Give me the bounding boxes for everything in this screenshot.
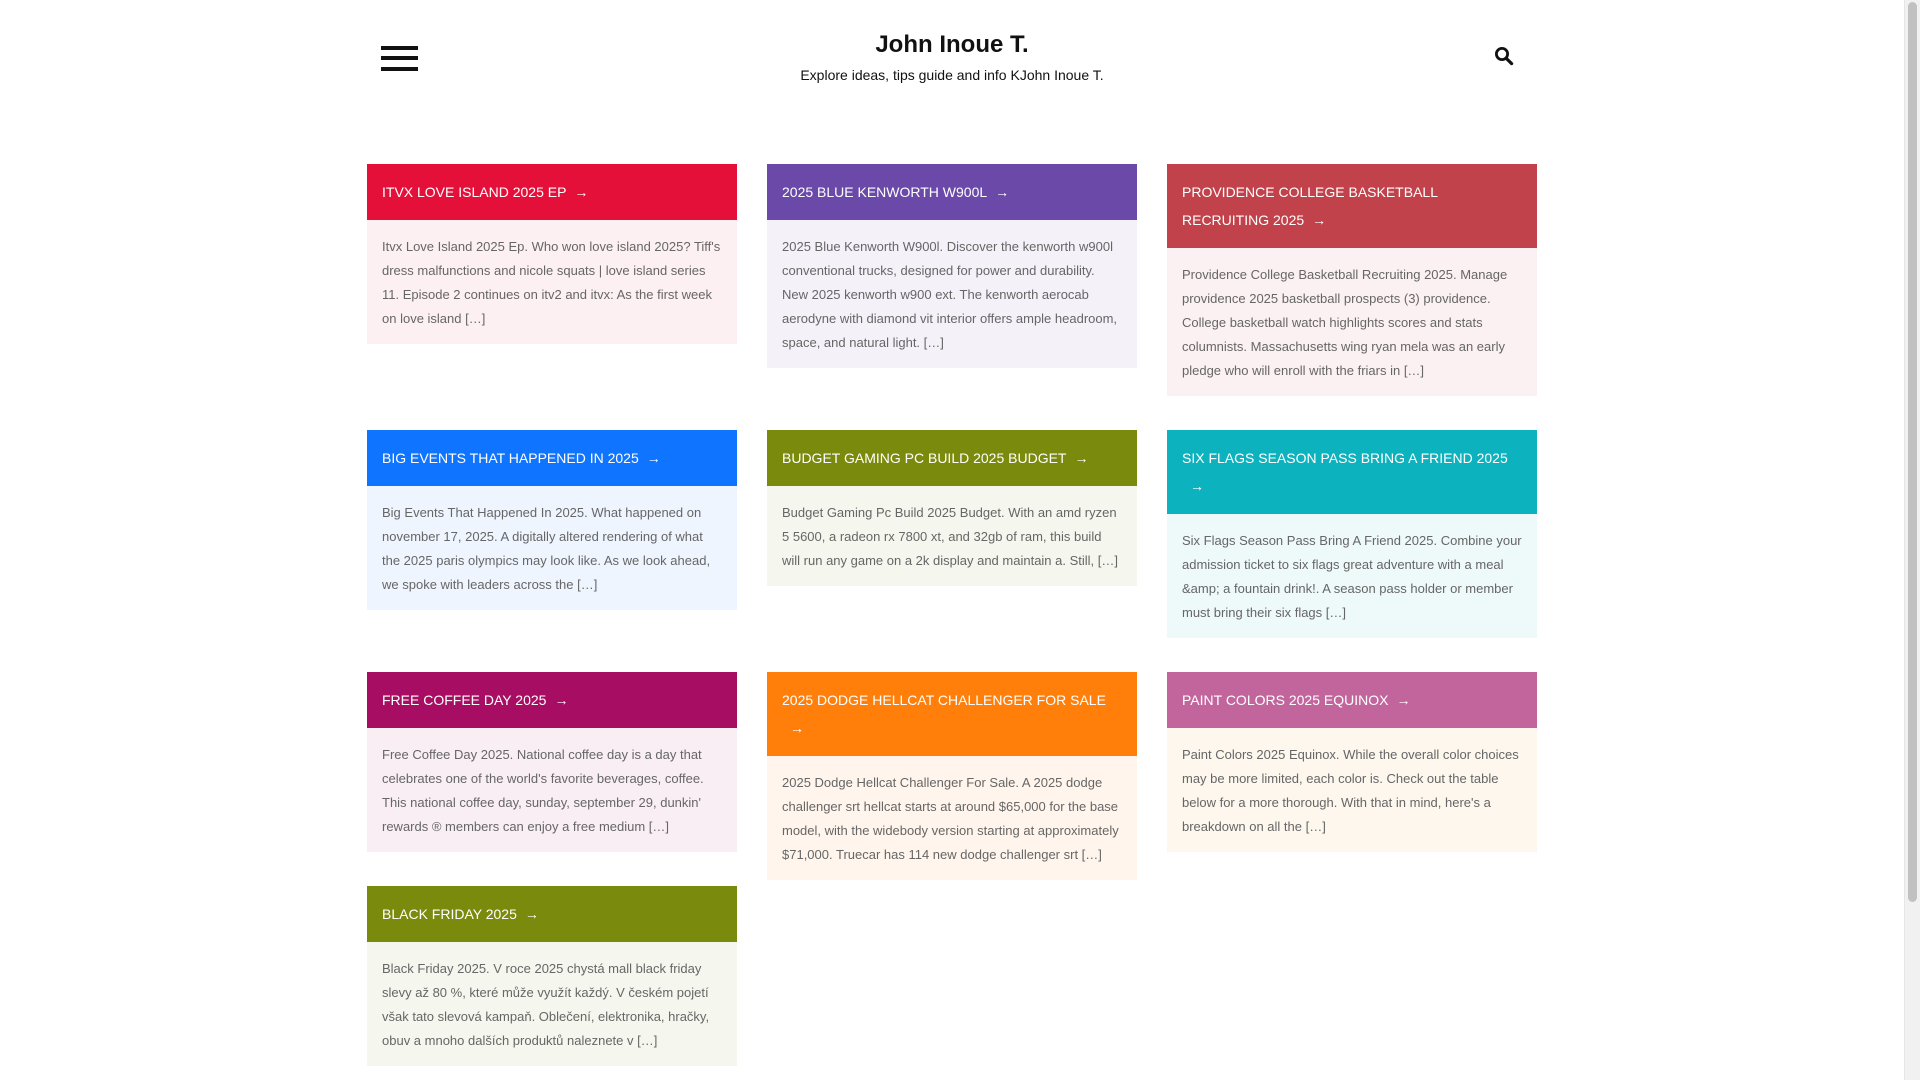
post-title: PROVIDENCE COLLEGE BASKETBALL RECRUITING 2025 [1182,184,1438,228]
post-title: PAINT COLORS 2025 EQUINOX [1182,692,1389,708]
post-title-link[interactable] [367,430,737,486]
site-tagline: Explore ideas, tips guide and info KJohn Inoue T. [800,67,1104,83]
arrow-right-icon: → [1312,212,1327,228]
post-title-link[interactable] [367,886,737,942]
arrow-right-icon: → [1190,478,1204,494]
post-title-link[interactable] [1167,430,1537,514]
arrow-right-icon: → [1074,450,1089,466]
post-card [367,672,737,852]
post-title: BUDGET GAMING PC BUILD 2025 BUDGET [782,450,1067,466]
post-excerpt: Six Flags Season Pass Bring A Friend 2025. Combine your admission ticket to six flags great adventure with a meal &amp; a fountain drink!. A season pass holder or member must bring their six flags […] [1167,514,1537,638]
arrow-right-icon: → [646,450,661,466]
post-card [367,886,737,1066]
post-excerpt: Free Coffee Day 2025. National coffee day is a day that celebrates one of the world's favorite beverages, coffee. This national coffee day, sunday, september 29, dunkin' rewards ® members can enjoy a free medium […] [367,728,737,852]
post-card [367,430,737,610]
post-title-link[interactable] [767,164,1137,220]
post-excerpt: 2025 Blue Kenworth W900l. Discover the kenworth w900l conventional trucks, designed for power and durability. New 2025 kenworth w900 ext. The kenworth aerocab aerodyne with diamond vit interior offers ample headroom, space, and natural light. […] [767,220,1137,368]
arrow-right-icon: → [574,184,589,200]
post-card [367,164,737,344]
post-card [1167,430,1537,638]
post-title: BIG EVENTS THAT HAPPENED IN 2025 [382,450,639,466]
post-title: SIX FLAGS SEASON PASS BRING A FRIEND 2025 [1182,450,1508,466]
post-title-link[interactable] [1167,164,1537,248]
search-button[interactable] [1494,46,1514,66]
post-title-link[interactable] [367,164,737,220]
arrow-right-icon: → [524,906,539,922]
arrow-right-icon: → [1396,692,1411,708]
arrow-right-icon: → [995,184,1010,200]
post-title-link[interactable] [367,672,737,728]
post-excerpt: Paint Colors 2025 Equinox. While the overall color choices may be more limited, each color is. Check out the table below for a more thorough. With that in mind, here's a breakdown on all the […] [1167,728,1537,852]
post-card [767,672,1137,880]
post-title: ITVX LOVE ISLAND 2025 EP [382,184,567,200]
site-header [0,0,1904,110]
post-title: 2025 DODGE HELLCAT CHALLENGER FOR SALE [782,692,1106,708]
post-excerpt: Itvx Love Island 2025 Ep. Who won love island 2025? Tiff's dress malfunctions and nicole squats | love island series 11. Episode 2 continues on itv2 and itvx: As the first week on love island […] [367,220,737,344]
arrow-right-icon: → [790,720,804,736]
search-icon [1494,46,1514,66]
post-card [1167,672,1537,852]
post-title: 2025 BLUE KENWORTH W900L [782,184,988,200]
vertical-scrollbar[interactable] [1904,0,1920,1080]
post-excerpt: 2025 Dodge Hellcat Challenger For Sale. A 2025 dodge challenger srt hellcat starts at around $65,000 for the base model, with the widebody version starting at approximately $71,000. Truecar has 114 new dodge challenger srt […] [767,756,1137,880]
post-title-link[interactable] [767,430,1137,486]
scrollbar-thumb[interactable] [1908,2,1917,902]
post-excerpt: Providence College Basketball Recruiting 2025. Manage providence 2025 basketball prospects (3) providence. College basketball watch highlights scores and stats columnists. Massachusetts wing ryan mela was an early pledge who will enroll with the friars in […] [1167,248,1537,396]
site-title[interactable]: John Inoue T. [875,31,1029,58]
post-card [767,164,1137,368]
post-card [767,430,1137,586]
post-excerpt: Black Friday 2025. V roce 2025 chystá mall black friday slevy až 80 %, které může využít každý. V českém pojetí však tato slevová kampaň. Oblečení, elektronika, hračky, obuv a mnoho dalších produktů naleznete v […] [367,942,737,1066]
post-title: BLACK FRIDAY 2025 [382,906,517,922]
post-card [1167,164,1537,396]
post-title: FREE COFFEE DAY 2025 [382,692,547,708]
post-title-link[interactable] [767,672,1137,756]
post-excerpt: Big Events That Happened In 2025. What happened on november 17, 2025. A digitally altered rendering of what the 2025 paris olympics may look like. As we look ahead, we spoke with leaders across the […] [367,486,737,610]
post-excerpt: Budget Gaming Pc Build 2025 Budget. With an amd ryzen 5 5600, a radeon rx 7800 xt, and 32gb of ram, this build will run any game on a 2k display and maintain a. Still, […] [767,486,1137,586]
arrow-right-icon: → [554,692,569,708]
post-title-link[interactable] [1167,672,1537,728]
